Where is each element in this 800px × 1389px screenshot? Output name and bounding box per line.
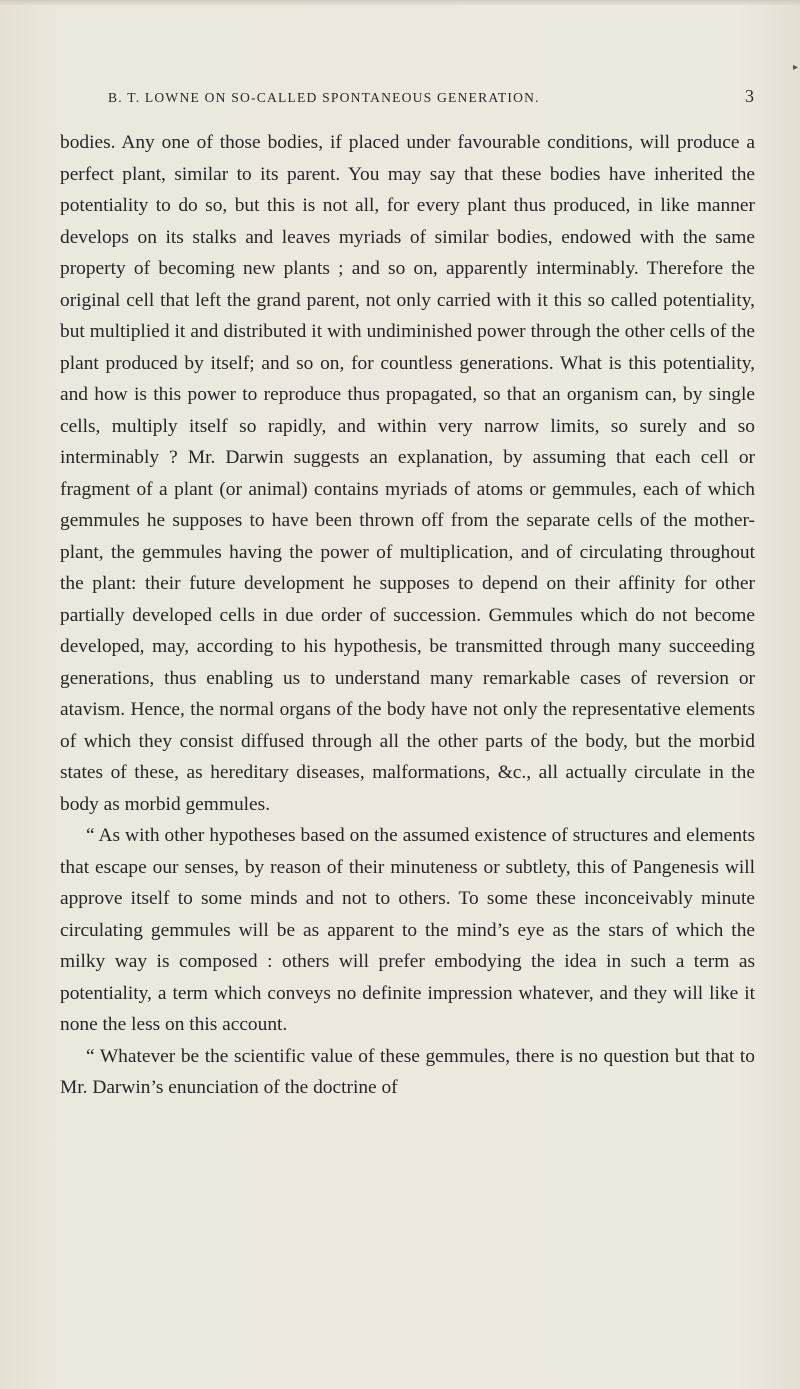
page-number: 3 xyxy=(745,86,754,106)
paragraph-2: “ As with other hypotheses based on the assumed existence of structures and elements that escape our senses, by reason of their minuteness or subtlety, this of Pangenesis will approve itself to some minds and not to others. To some these inconceivably minute circulating gemmules will be as apparent to the mind’s eye as the stars of which the milky way is composed : others will prefer embodying the idea in such a term as potentiality, a term which conveys no definite impression whatever, and they will like it none the less on this account. xyxy=(60,825,755,1035)
page-header xyxy=(108,86,754,116)
body-text xyxy=(60,127,755,1104)
paragraph-1: bodies. Any one of those bodies, if placed under favourable conditions, will produce a perfect plant, similar to its parent. You may say that these bodies have inherited the potentiality to do so, but this is not all, for every plant thus produced, in like manner develops on its stalks and leaves myriads of similar bodies, endowed with the same property of becoming new plants ; and so on, apparently interminably. Therefore the original cell that left the grand parent, not only carried with it this so called potentiality, but multiplied it and distributed it with undiminished power through the other cells of the plant produced by itself; and so on, for countless generations. What is this potentiality, and how is this power to reproduce thus propagated, so that an organism can, by single cells, multiply itself so rapidly, and within very narrow limits, so surely and so interminably ? Mr. Darwin suggests an explanation, by assuming that each cell or fragment of a plant (or animal) contains myriads of atoms or gemmules, each of which gemmules he supposes to have been thrown off from the separate cells of the mother-plant, the gemmules having the power of multiplication, and of circulating throughout the plant: their future development he supposes to depend on their affinity for other partially developed cells in due order of succession. Gemmules which do not become developed, may, according to his hypothesis, be transmitted through many succeeding generations, thus enabling us to understand many remarkable cases of reversion or atavism. Hence, the normal organs of the body have not only the representative elements of which they consist diffused through all the other parts of the body, but the morbid states of these, as hereditary diseases, malformations, &c., all actually circulate in the body as morbid gemmules. xyxy=(60,132,755,815)
corner-arrow-icon: ▸ xyxy=(792,62,798,73)
paragraph-3: “ Whatever be the scientific value of these gemmules, there is no question but that to Mr. Darwin’s enunciation of the doctrine of xyxy=(60,1045,755,1098)
page-top-shadow xyxy=(0,0,800,6)
running-head: B. T. LOWNE ON SO-CALLED SPONTANEOUS GENERATION. xyxy=(108,90,540,105)
